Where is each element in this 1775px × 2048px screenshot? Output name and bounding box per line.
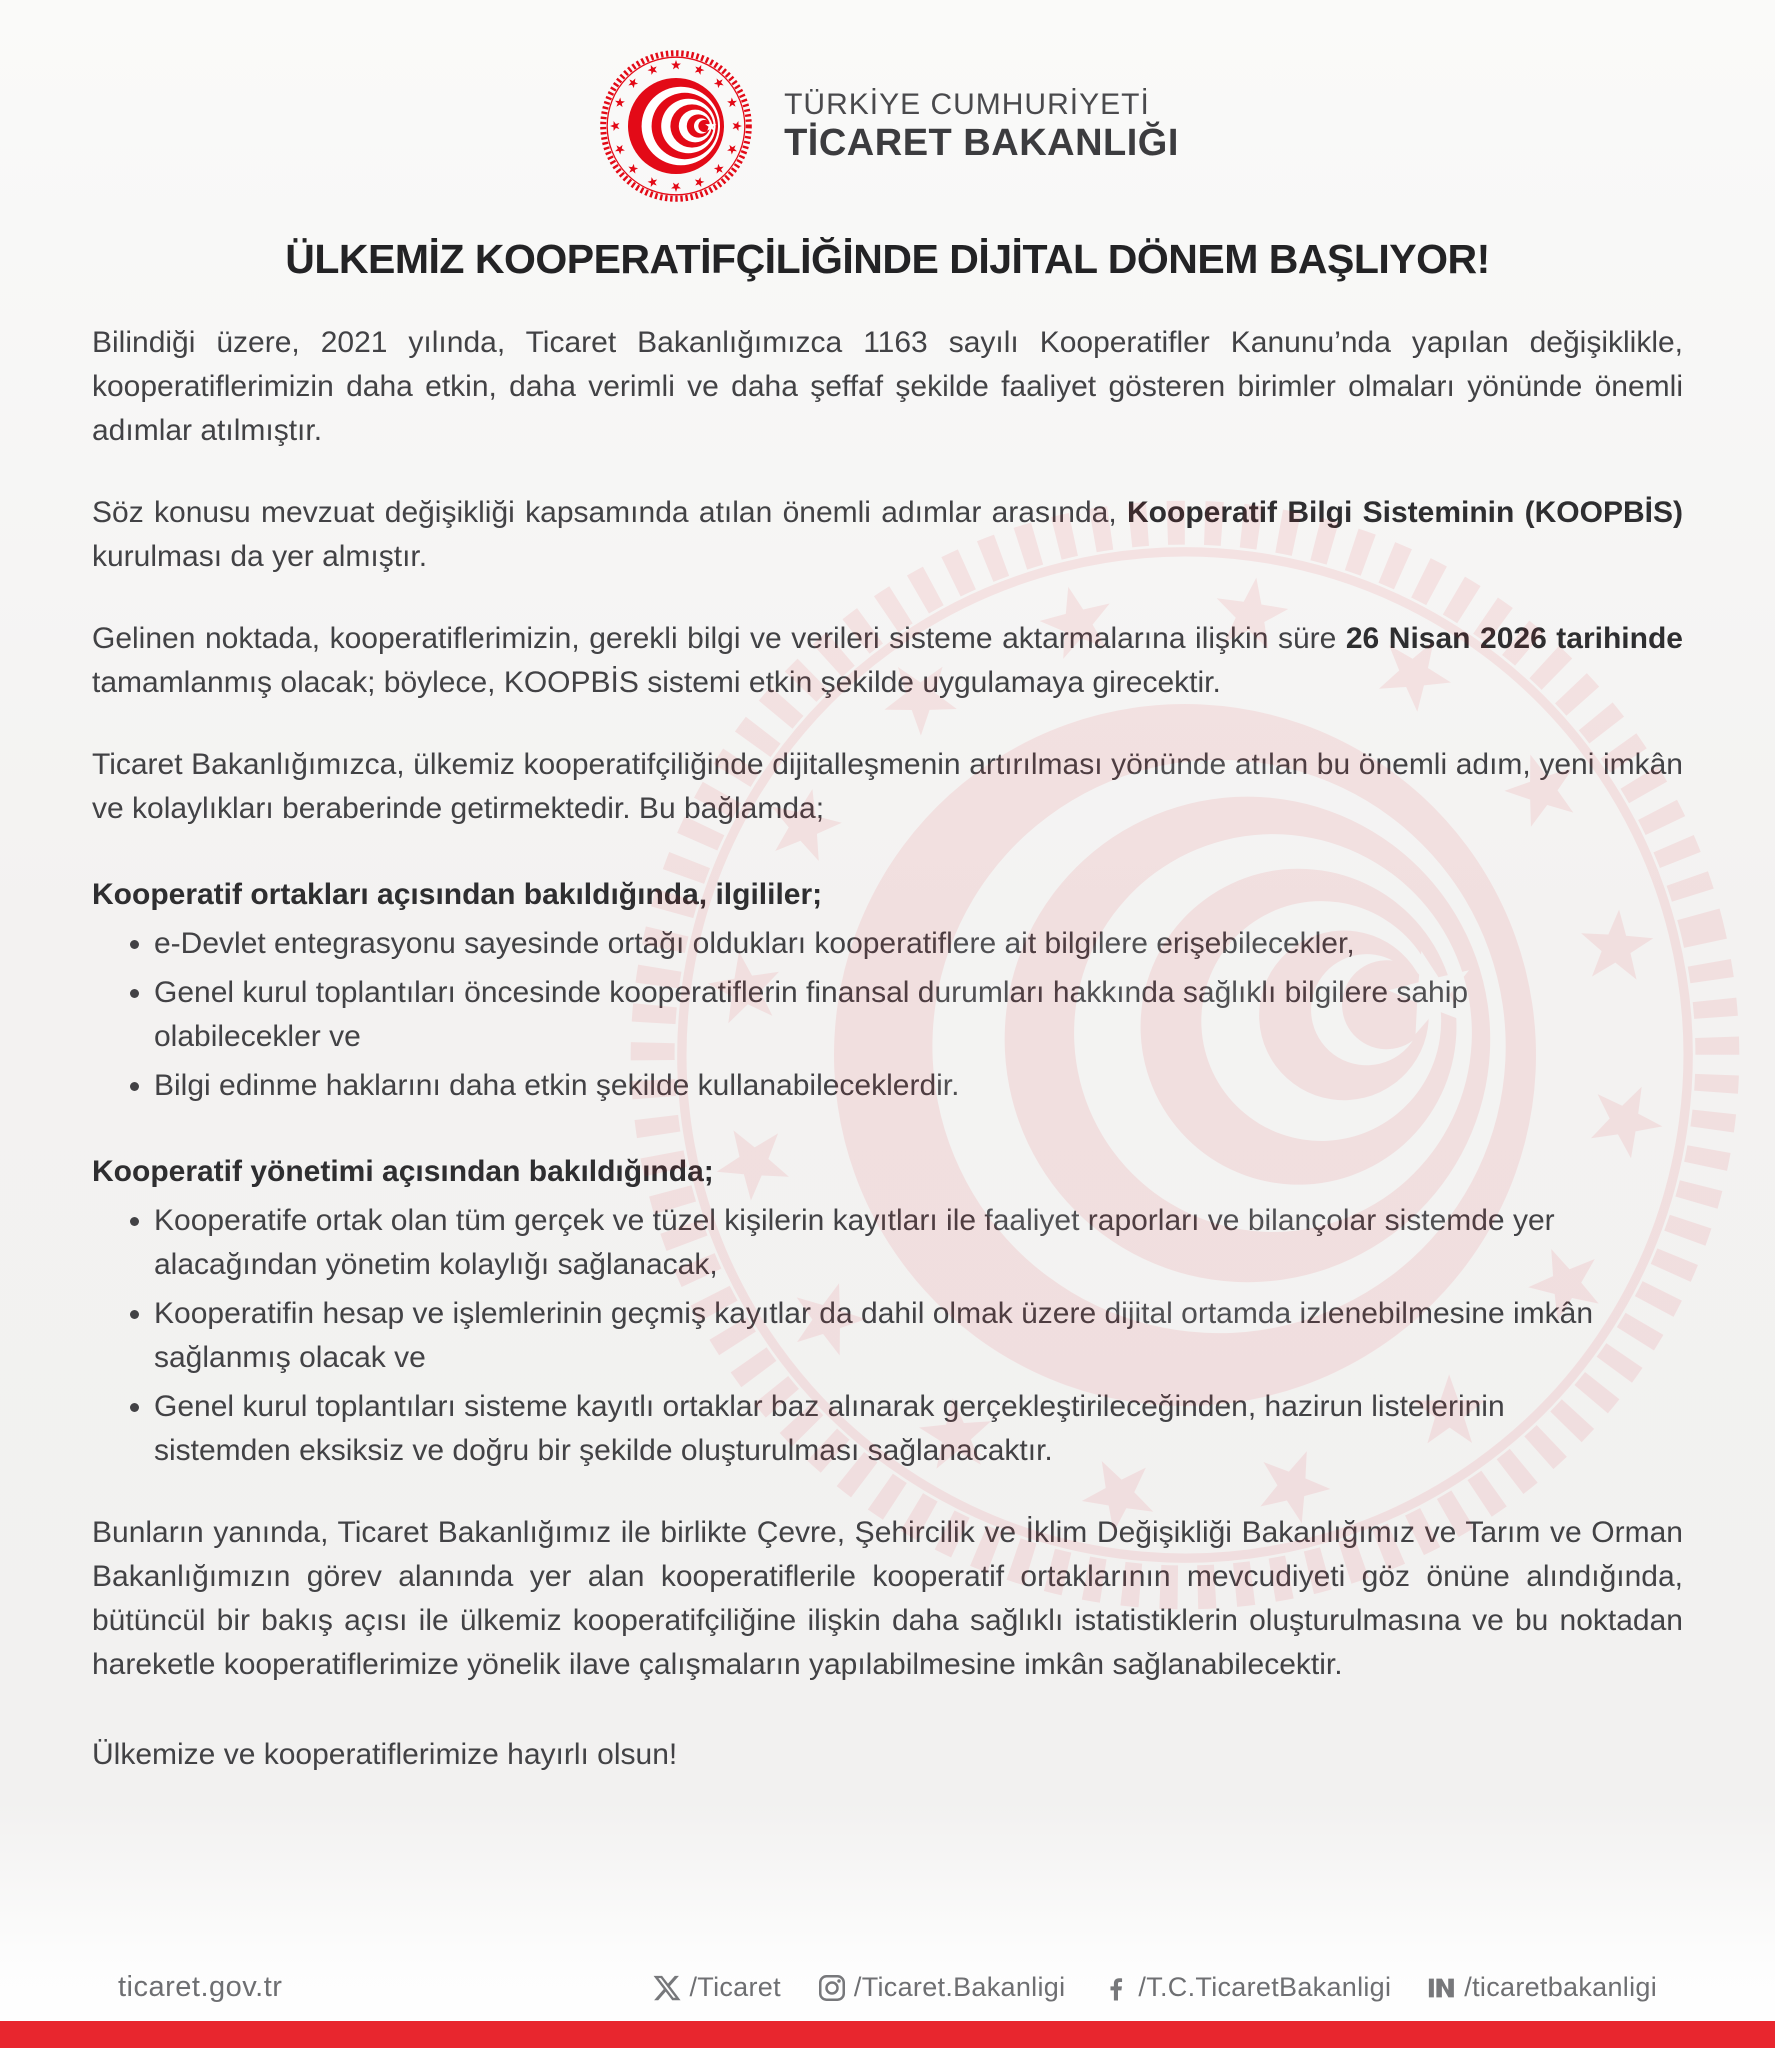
social-handle: /T.C.TicaretBakanligi [1138, 1972, 1392, 2002]
instagram-icon [817, 1973, 847, 2003]
paragraph-deadline-bold: 26 Nisan 2026 tarihinde [1345, 622, 1683, 655]
social-links [652, 1972, 1657, 2003]
paragraph-koopbis-bold: Kooperatif Bilgi Sisteminin (KOOPBİS) [1127, 496, 1683, 529]
website-url: ticaret.gov.tr [118, 1971, 283, 2003]
section-heading-members: Kooperatif ortakları açısından bakıldığında, ilgililer; [92, 878, 823, 911]
bullet-list-members [92, 922, 1683, 1108]
social-item-x [652, 1972, 780, 2003]
list-item: • Kooperatifin hesap ve işlemlerinin geçmiş kayıtlar da dahil olmak üzere dijital ortamda izlenebilmesine imkân sağlanmış olacak ve [154, 1292, 1624, 1380]
ministry-name-line1: TÜRKİYE CUMHURİYETİ [784, 87, 1150, 121]
social-item-facebook [1101, 1972, 1391, 2003]
social-item-nsosyal [1427, 1972, 1657, 2003]
bullet-list-management [92, 1199, 1683, 1473]
paragraph-deadline-pre: Gelinen noktada, kooperatiflerimizin, gerekli bilgi ve verileri sisteme aktarmalarına ilişkin süre [92, 622, 1346, 655]
paragraph-ministries [92, 1511, 1683, 1687]
social-handle: /ticaretbakanligi [1464, 1972, 1657, 2002]
paragraph-intro-text: Bilindiği üzere, 2021 yılında, Ticaret Bakanlığımızca 1163 sayılı Kooperatifler Kanunu’nda yapılan değişiklikle, kooperatiflerimizin daha etkin, daha verimli ve daha şeffaf şekilde faaliyet gösteren birimler olmaları yönünde önemli adımlar atılmıştır. [92, 326, 1683, 447]
paragraph-koopbis-pre: Söz konusu mevzuat değişikliği kapsamında atılan önemli adımlar arasında, [92, 496, 1128, 529]
ministry-emblem-icon [596, 46, 756, 206]
paragraph-ministries-text: Bunların yanında, Ticaret Bakanlığımız ile birlikte Çevre, Şehircilik ve İklim Değişikliği Bakanlığımız ve Tarım ve Orman Bakanlığımızın görev alanında yer alan kooperatiflerile kooperatif ortaklarının mevcudiyeti göz önüne alındığında, bütüncül bir bakış açısı ile ülkemiz kooperatifçiliğine ilişkin daha sağlıklı istatistiklerin oluşturulmasına ve bu noktadan hareketle kooperatiflerimize yönelik ilave çalışmaların yapılabilmesine imkân sağlanabilecektir. [92, 1516, 1683, 1681]
closing-line: Ülkemize ve kooperatiflerimize hayırlı olsun! [92, 1738, 678, 1771]
paragraph-deadline-post: tamamlanmış olacak; böylece, KOOPBİS sistemi etkin şekilde uygulamaya girecektir. [92, 666, 1221, 699]
list-item: • Genel kurul toplantıları öncesinde kooperatiflerin finansal durumları hakkında sağlıklı bilgilere sahip olabilecekler ve [154, 971, 1624, 1059]
list-item: • Genel kurul toplantıları sisteme kayıtlı ortaklar baz alınarak gerçekleştirileceğinden, hazirun listelerinin sistemden eksiksiz ve doğru bir şekilde oluşturulması sağlanacaktır. [154, 1385, 1624, 1473]
footer-red-bar [0, 2021, 1775, 2048]
footer [0, 1971, 1775, 2004]
facebook-icon [1101, 1973, 1131, 2003]
paragraph-intro [92, 321, 1683, 453]
x-twitter-icon [652, 1973, 682, 2003]
page-title: ÜLKEMİZ KOOPERATİFÇİLİĞİNDE DİJİTAL DÖNEM BAŞLIYOR! [285, 236, 1490, 282]
paragraph-context-text: Ticaret Bakanlığımızca, ülkemiz kooperatifçiliğinde dijitalleşmenin artırılması yönünde atılan bu önemli adım, yeni imkân ve kolaylıkları beraberinde getirmektedir. Bu bağlamda; [92, 748, 1683, 825]
paragraph-koopbis-post: kurulması da yer almıştır. [92, 540, 428, 573]
list-item: • Kooperatife ortak olan tüm gerçek ve tüzel kişilerin kayıtları ile faaliyet raporları ve bilançolar sistemde yer alacağından yönetim kolaylığı sağlanacak, [154, 1199, 1624, 1287]
social-handle: /Ticaret.Bakanligi [853, 1972, 1066, 2002]
nsosyal-icon [1427, 1973, 1457, 2003]
ministry-name-line2: TİCARET BAKANLIĞI [784, 121, 1179, 164]
ministry-name [784, 88, 1179, 164]
paragraph-context [92, 743, 1683, 831]
ministry-logo [0, 0, 1775, 206]
list-item: • Bilgi edinme haklarını daha etkin şekilde kullanabileceklerdir. [154, 1064, 1624, 1108]
social-handle: /Ticaret [689, 1972, 781, 2002]
announcement-body [92, 321, 1683, 1777]
section-heading-management: Kooperatif yönetimi açısından bakıldığında; [92, 1155, 714, 1188]
paragraph-deadline [92, 617, 1683, 705]
list-item: • e-Devlet entegrasyonu sayesinde ortağı oldukları kooperatiflere ait bilgilere erişebilecekler, [154, 922, 1624, 966]
paragraph-koopbis [92, 491, 1683, 579]
social-item-instagram [817, 1972, 1066, 2003]
